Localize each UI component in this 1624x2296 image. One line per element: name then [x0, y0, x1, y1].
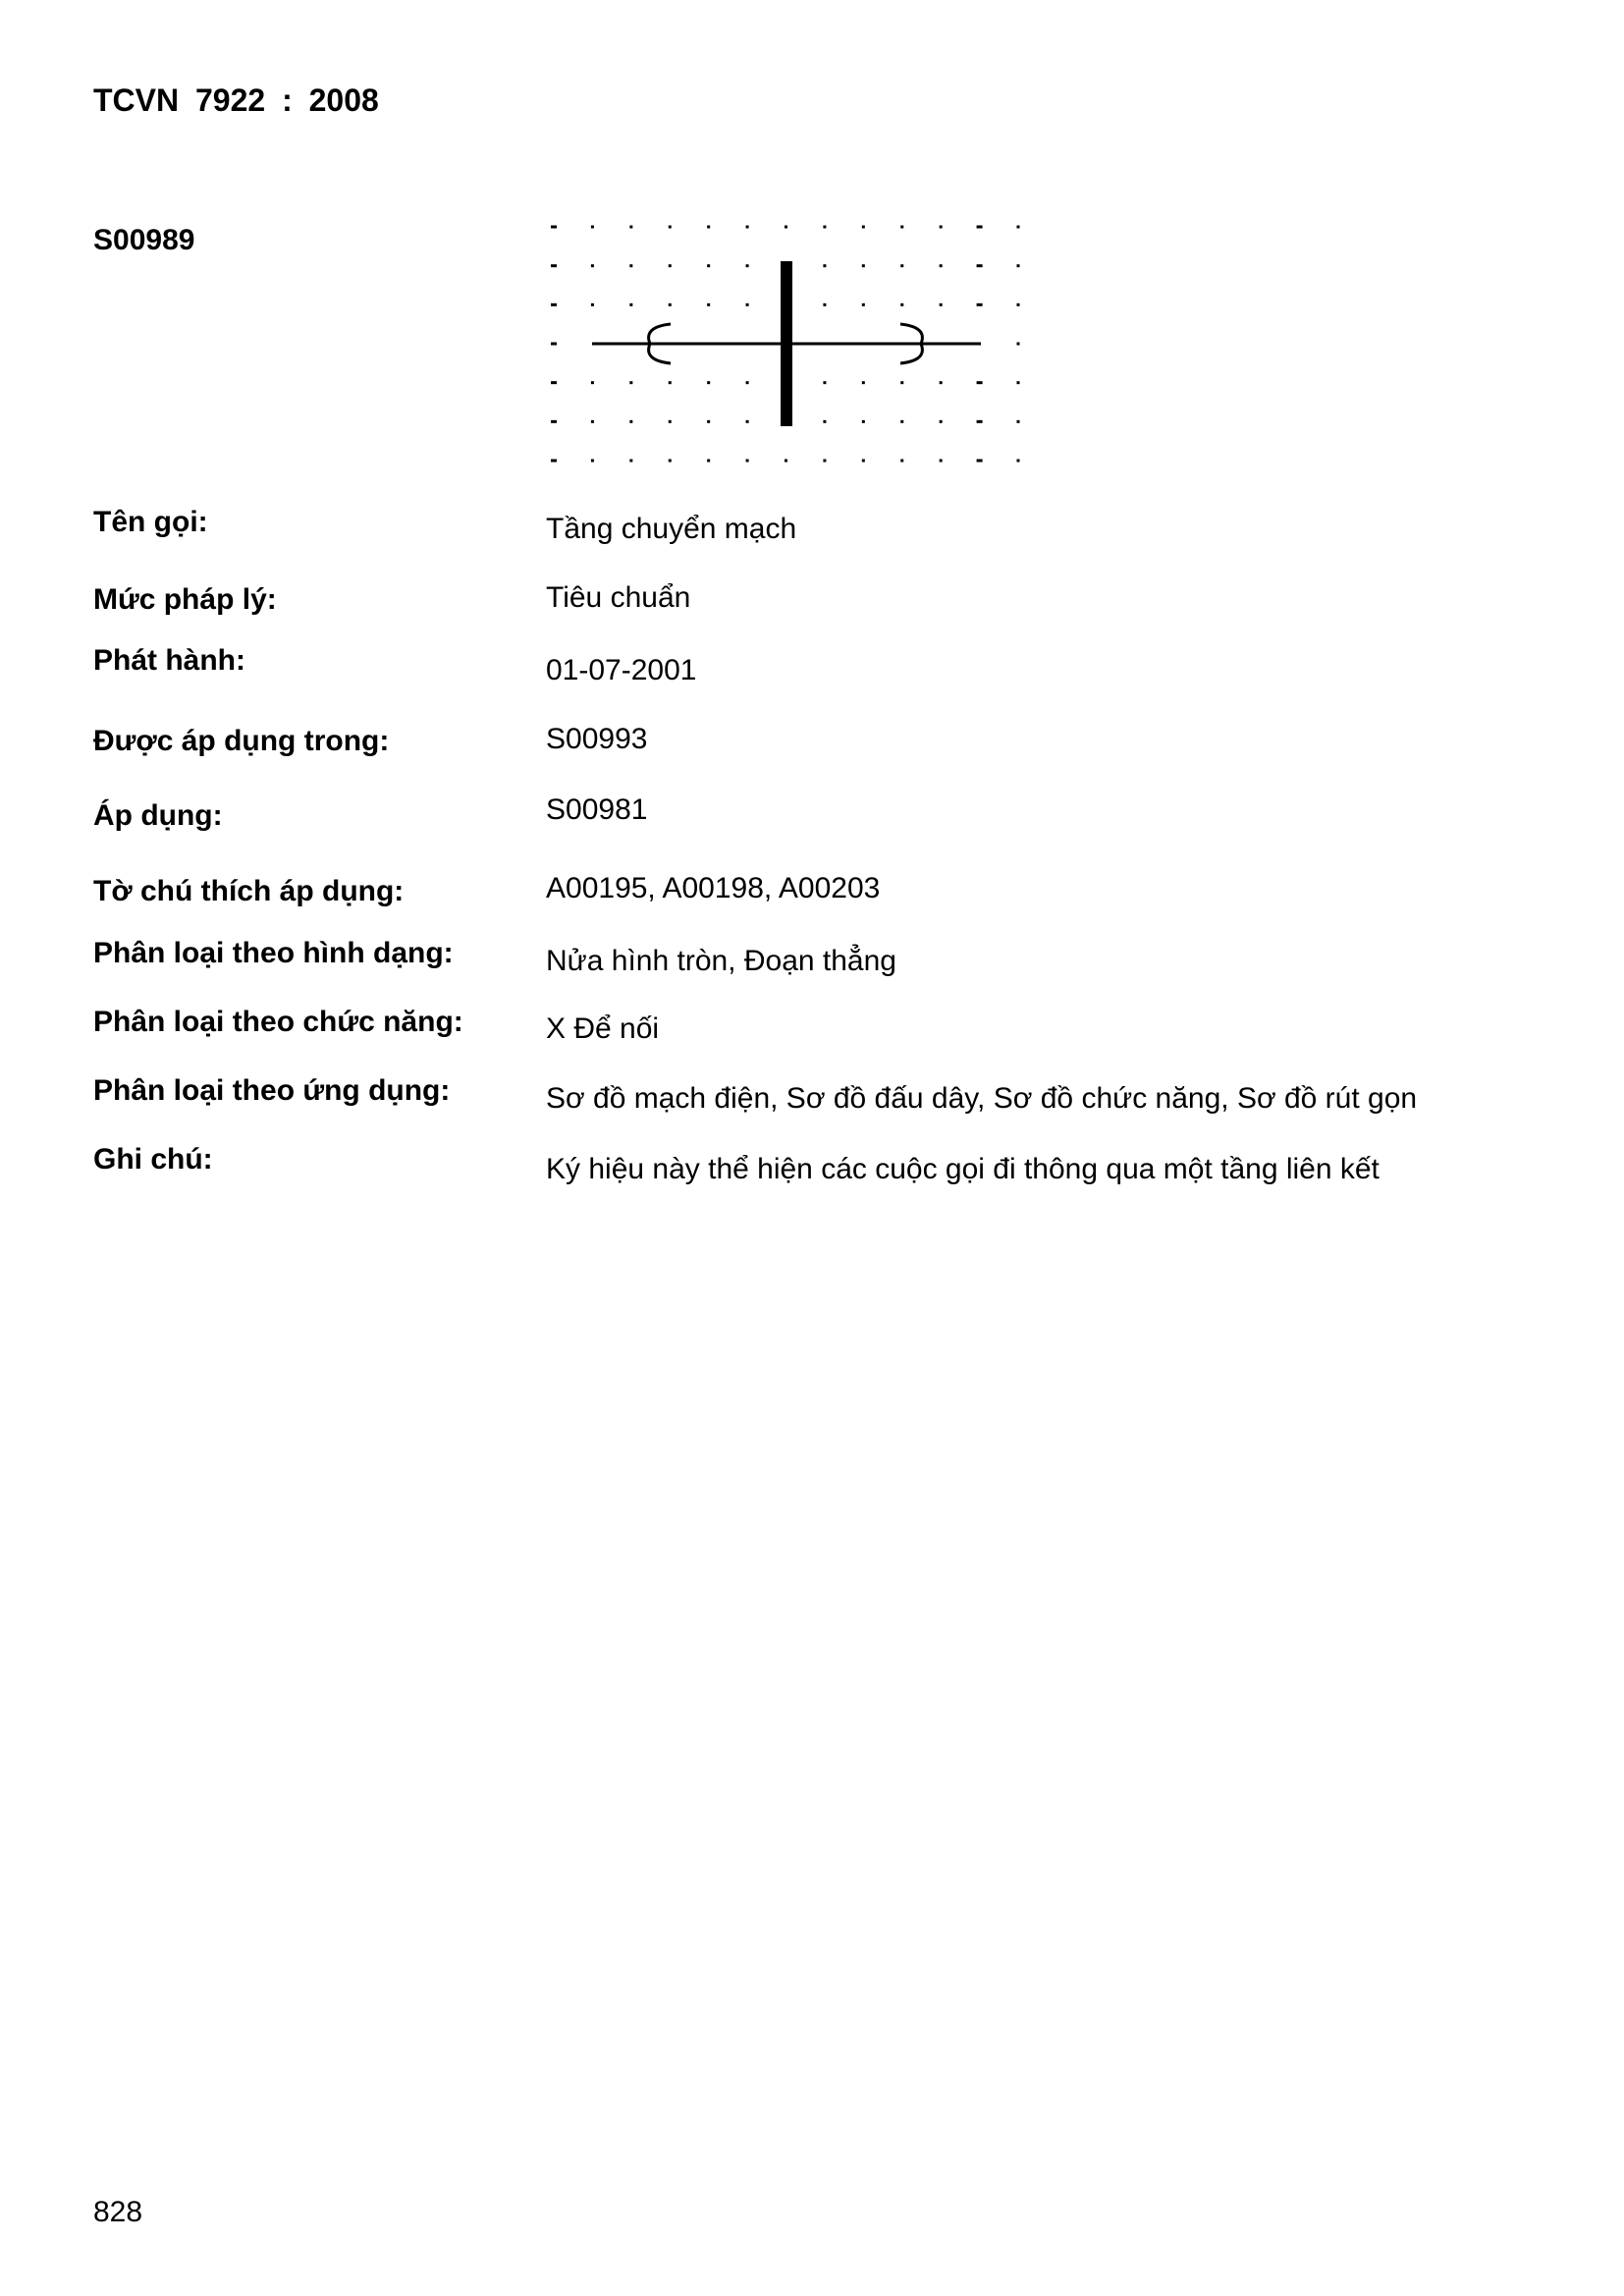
grid-dot — [977, 460, 983, 463]
grid-dot — [862, 381, 865, 384]
switching-bar — [781, 261, 792, 426]
grid-dot — [591, 264, 594, 267]
label-function-class: Phân loại theo chức năng: — [93, 1006, 463, 1038]
grid-dot — [746, 381, 749, 384]
value-name: Tầng chuyển mạch — [546, 513, 797, 545]
grid-dot — [746, 303, 749, 306]
label-applies: Áp dụng: — [93, 799, 223, 832]
label-shape-class: Phân loại theo hình dạng: — [93, 937, 454, 969]
value-function-class: X Để nối — [546, 1012, 660, 1045]
grid-dot — [591, 420, 594, 423]
grid-dot — [940, 303, 943, 306]
switching-stage-symbol-icon — [530, 196, 1041, 491]
grid-dot — [707, 264, 710, 267]
grid-dot — [940, 226, 943, 229]
grid-dot — [551, 226, 557, 229]
grid-dot — [669, 460, 672, 463]
grid-dot — [1017, 226, 1020, 229]
value-issued: 01-07-2001 — [546, 654, 697, 686]
grid-dot — [707, 303, 710, 306]
grid-dot — [785, 226, 787, 229]
grid-dot — [900, 226, 903, 229]
grid-dot — [862, 420, 865, 423]
grid-dot — [823, 264, 826, 267]
grid-dot — [862, 226, 865, 229]
grid-dot — [629, 264, 632, 267]
grid-dot — [823, 460, 826, 463]
grid-dot — [862, 264, 865, 267]
label-used-in: Được áp dụng trong: — [93, 725, 390, 757]
grid-dot — [977, 264, 983, 267]
grid-dot — [1017, 264, 1020, 267]
grid-dot — [551, 303, 557, 306]
grid-dot — [1017, 420, 1020, 423]
grid-dot — [900, 303, 903, 306]
grid-dot — [900, 460, 903, 463]
grid-dot — [940, 381, 943, 384]
value-legal-level: Tiêu chuẩn — [546, 581, 691, 614]
grid-dot — [1017, 381, 1020, 384]
grid-dot — [746, 226, 749, 229]
value-used-in: S00993 — [546, 723, 648, 755]
label-application-class: Phân loại theo ứng dụng: — [93, 1074, 451, 1107]
grid-dot — [629, 460, 632, 463]
page-number: 828 — [93, 2196, 143, 2228]
value-application-class: Sơ đồ mạch điện, Sơ đồ đấu dây, Sơ đồ chức năng, Sơ đồ rút gọn — [546, 1082, 1418, 1115]
grid-dot — [591, 226, 594, 229]
grid-dot — [823, 226, 826, 229]
grid-dot — [746, 420, 749, 423]
grid-dot — [629, 381, 632, 384]
grid-dot — [746, 264, 749, 267]
grid-dot — [669, 226, 672, 229]
grid-dot — [591, 460, 594, 463]
standard-header: TCVN 7922 : 2008 — [93, 82, 379, 118]
grid-dot — [977, 381, 983, 384]
grid-dot — [707, 381, 710, 384]
value-application-notes: A00195, A00198, A00203 — [546, 872, 881, 904]
grid-dot — [900, 381, 903, 384]
grid-dot — [669, 264, 672, 267]
grid-dot — [862, 460, 865, 463]
grid-dot — [591, 381, 594, 384]
symbol-code: S00989 — [93, 224, 195, 256]
grid-dot — [823, 381, 826, 384]
grid-dot — [629, 303, 632, 306]
grid-dot — [707, 420, 710, 423]
grid-dot — [940, 264, 943, 267]
grid-dot — [707, 226, 710, 229]
grid-dot — [1017, 460, 1020, 463]
grid-dot — [977, 303, 983, 306]
grid-dot — [746, 460, 749, 463]
grid-dot — [669, 420, 672, 423]
grid-dot — [1017, 303, 1020, 306]
label-note: Ghi chú: — [93, 1143, 213, 1175]
grid-dot — [900, 264, 903, 267]
grid-dot — [900, 420, 903, 423]
grid-dot — [629, 226, 632, 229]
grid-dot — [707, 460, 710, 463]
grid-dot — [629, 420, 632, 423]
label-application-notes: Tờ chú thích áp dụng: — [93, 875, 405, 907]
label-name: Tên gọi: — [93, 506, 208, 538]
grid-dot — [823, 303, 826, 306]
value-note: Ký hiệu này thể hiện các cuộc gọi đi thông qua một tầng liên kết — [546, 1153, 1380, 1185]
grid-dot — [551, 264, 557, 267]
grid-dot — [977, 420, 983, 423]
grid-dot — [591, 303, 594, 306]
value-applies: S00981 — [546, 793, 648, 826]
grid-dot — [551, 381, 557, 384]
grid-dot — [785, 460, 787, 463]
grid-dot — [862, 303, 865, 306]
label-issued: Phát hành: — [93, 644, 245, 677]
grid-dot — [977, 226, 983, 229]
grid-dot — [823, 420, 826, 423]
label-legal-level: Mức pháp lý: — [93, 583, 277, 616]
grid-dot — [669, 381, 672, 384]
grid-dot — [940, 420, 943, 423]
grid-dot — [551, 343, 557, 346]
grid-dot — [551, 420, 557, 423]
value-shape-class: Nửa hình tròn, Đoạn thẳng — [546, 945, 896, 977]
grid-dot — [1017, 343, 1020, 346]
grid-dot — [669, 303, 672, 306]
grid-dot — [551, 460, 557, 463]
grid-dot — [940, 460, 943, 463]
